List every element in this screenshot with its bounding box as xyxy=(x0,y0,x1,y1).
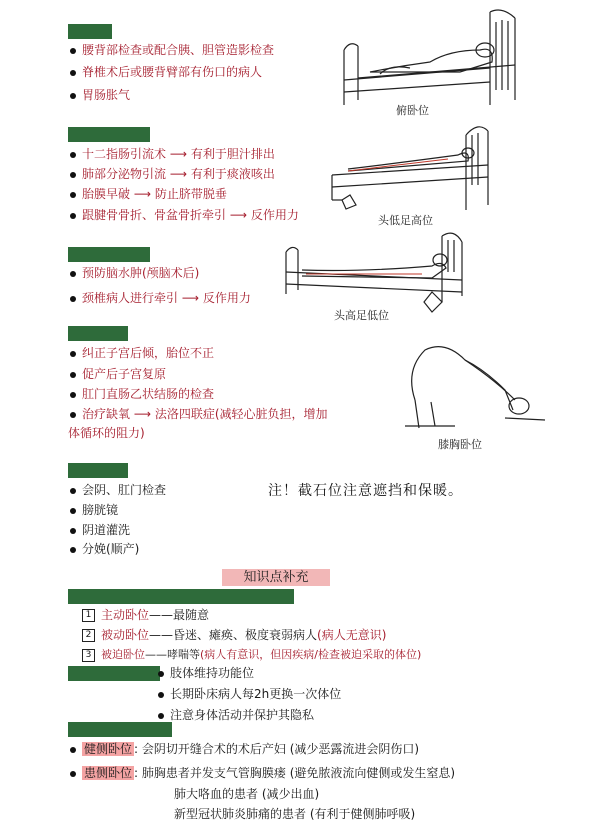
knee-chest-item-4: 治疗缺氧 ⟶ 法洛四联症(减轻心脏负担，增加 xyxy=(70,406,328,423)
knee-chest-item-4-cont: 体循环的阻力) xyxy=(68,426,145,440)
lithotomy-note: 注！截石位注意遮挡和保暖。 xyxy=(268,483,463,499)
numbered-item-1: 1 主动卧位——最随意 xyxy=(82,607,209,624)
section-header-lithotomy xyxy=(68,463,128,478)
bullet-icon xyxy=(70,213,76,219)
prone-item-3: 胃肠胀气 xyxy=(70,87,130,104)
lithotomy-item-3: 阴道灌洗 xyxy=(70,522,130,539)
side-item-2: 长期卧床病人每2h更换一次体位 xyxy=(158,686,341,703)
bullet-icon xyxy=(70,93,76,99)
section-header-head-low xyxy=(68,127,150,142)
bullet-icon xyxy=(70,172,76,178)
head-low-item-1: 十二指肠引流术 ⟶ 有利于胆汁排出 xyxy=(70,146,275,163)
bullet-icon xyxy=(70,351,76,357)
prone-item-1: 腰背部检查或配合胰、胆管造影检查 xyxy=(70,42,274,59)
head-low-figure-label: 头低足高位 xyxy=(378,214,433,227)
knee-chest-illustration xyxy=(395,340,555,435)
bad-side-line-1: 患侧卧位 : 肺胸患者并发支气管胸膜瘘 (避免脓液流向健侧或发生窒息) xyxy=(70,765,455,782)
head-low-item-2: 肺部分泌物引流 ⟶ 有利于痰液咳出 xyxy=(70,166,275,183)
bullet-icon xyxy=(70,771,76,777)
section-header-head-high xyxy=(68,247,150,262)
bullet-icon xyxy=(70,747,76,753)
bullet-icon xyxy=(70,508,76,514)
bullet-icon xyxy=(70,412,76,418)
bullet-icon xyxy=(70,192,76,198)
numbered-item-3: 3 被迫卧位——哮喘等(病人有意识，但因疾病/检查被迫采取的体位) xyxy=(82,646,421,663)
bullet-icon xyxy=(158,692,164,698)
prone-item-2: 脊椎术后或腰背臂部有伤口的病人 xyxy=(70,64,262,81)
knee-chest-item-1: 纠正子宫后倾，胎位不正 xyxy=(70,345,214,362)
head-high-figure-label: 头高足低位 xyxy=(334,309,389,322)
bad-side-line-3: 新型冠状肺炎肺痛的患者 (有利于健侧肺呼吸) xyxy=(174,807,416,821)
bullet-icon xyxy=(70,547,76,553)
bullet-icon xyxy=(158,713,164,719)
section-header-prone xyxy=(68,24,112,39)
side-item-1: 肢体维持功能位 xyxy=(158,665,254,682)
bullet-icon xyxy=(70,372,76,378)
head-low-item-4: 跟腱骨骨折、骨盆骨折牵引 ⟶ 反作用力 xyxy=(70,207,299,224)
knee-chest-item-2: 促产后子宫复原 xyxy=(70,366,166,383)
bullet-icon xyxy=(70,528,76,534)
bullet-icon xyxy=(70,271,76,277)
numbered-item-2: 2 被动卧位——昏迷、瘫痪、极度衰弱病人(病人无意识) xyxy=(82,627,386,644)
knee-chest-figure-label: 膝胸卧位 xyxy=(438,438,482,451)
bullet-icon xyxy=(158,671,164,677)
knee-chest-item-3: 肛门直肠乙状结肠的检查 xyxy=(70,386,214,403)
head-low-bed-illustration xyxy=(328,125,498,220)
bullet-icon xyxy=(70,392,76,398)
knowledge-title: 知识点补充 xyxy=(222,569,330,586)
bullet-icon xyxy=(70,488,76,494)
section-header-knee-chest xyxy=(68,326,128,341)
side-item-3: 注意身体活动并保护其隐私 xyxy=(158,707,314,724)
head-low-item-3: 胎膜早破 ⟶ 防止脐带脱垂 xyxy=(70,186,227,203)
bad-side-line-2: 肺大咯血的患者 (减少出血) xyxy=(174,787,320,801)
head-high-item-2: 颈椎病人进行牵引 ⟶ 反作用力 xyxy=(70,290,251,307)
knowledge-header-1 xyxy=(68,589,294,604)
knowledge-header-3 xyxy=(68,722,172,737)
lithotomy-item-1: 会阴、肛门检查 xyxy=(70,482,166,499)
head-high-item-1: 预防脑水肿(颅脑术后) xyxy=(70,265,199,282)
prone-figure-label: 俯卧位 xyxy=(396,104,429,117)
good-side-line: 健侧卧位 : 会阴切开缝合术的术后产妇 (减少恶露流进会阴伤口) xyxy=(70,741,419,758)
knowledge-header-2 xyxy=(68,666,160,681)
bullet-icon xyxy=(70,296,76,302)
prone-bed-illustration xyxy=(330,10,530,110)
bullet-icon xyxy=(70,152,76,158)
bullet-icon xyxy=(70,70,76,76)
bullet-icon xyxy=(70,48,76,54)
lithotomy-item-2: 膀胱镜 xyxy=(70,502,118,519)
lithotomy-item-4: 分娩(顺产) xyxy=(70,541,139,558)
